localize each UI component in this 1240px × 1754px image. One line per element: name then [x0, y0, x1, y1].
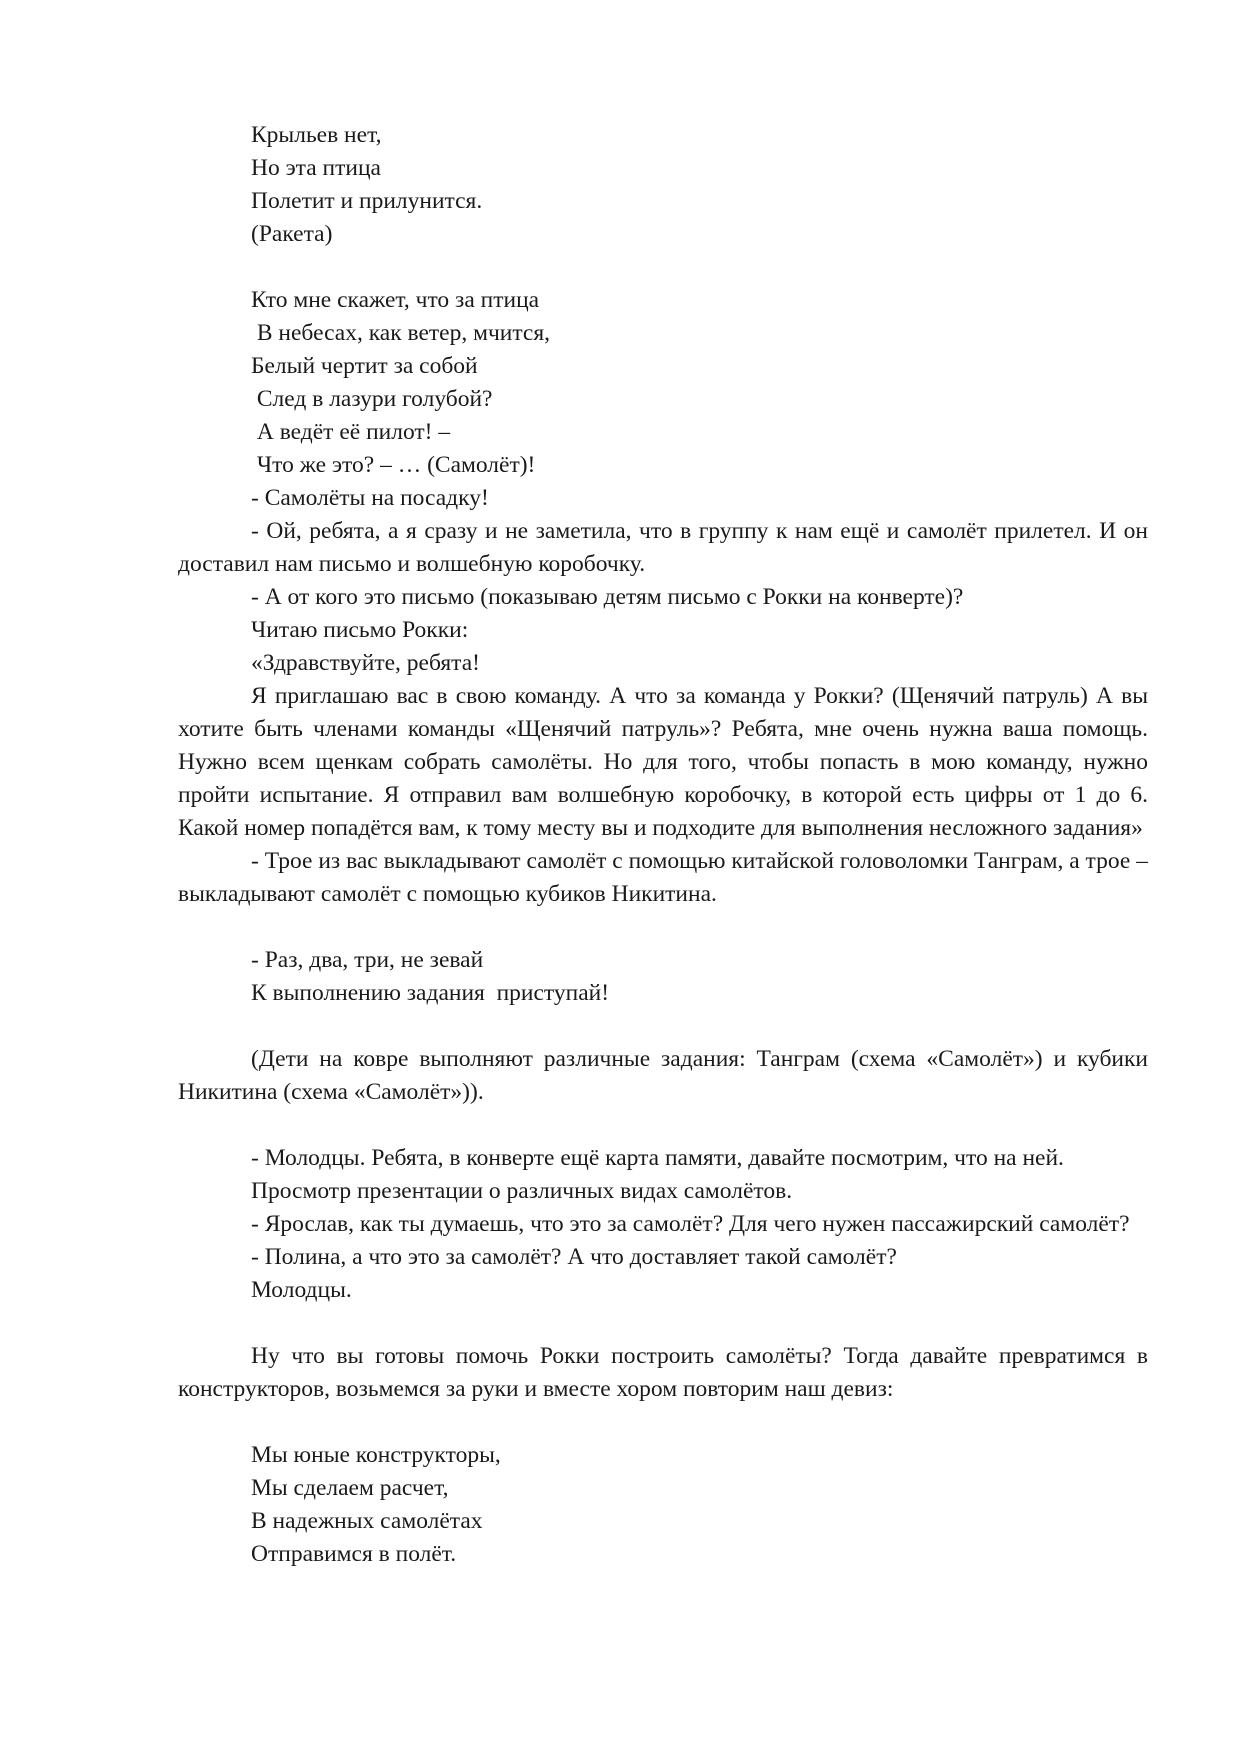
- dialog-well-done: Молодцы.: [251, 1277, 352, 1303]
- dialog-reading: Читаю письмо Рокки:: [251, 617, 469, 643]
- riddle-line: А ведёт её пилот! –: [251, 419, 451, 445]
- riddle-line: Белый чертит за собой: [251, 353, 478, 379]
- blank-line: [178, 251, 1148, 284]
- motto-line: Мы сделаем расчет,: [251, 1475, 449, 1501]
- riddle-airplane: [178, 284, 1148, 482]
- riddle-answer: Что же это? – … (Самолёт)!: [251, 452, 536, 478]
- chant: [178, 944, 1148, 1010]
- blank-line: [178, 1406, 1148, 1439]
- riddle-line: Но эта птица: [251, 155, 381, 181]
- blank-line: [178, 1307, 1148, 1340]
- riddle-line: Полетит и прилунится.: [251, 188, 483, 214]
- motto-line: В надежных самолётах: [251, 1508, 483, 1534]
- riddle-line: Крыльев нет,: [251, 122, 382, 148]
- blank-line: [178, 911, 1148, 944]
- riddle-line: Кто мне скажет, что за птица: [251, 287, 540, 313]
- motto-intro: Ну что вы готовы помочь Рокки построить самолёты? Тогда давайте превратимся в конструкторов, возьмемся за руки и вместе хором повторим наш девиз:: [178, 1343, 1148, 1402]
- dialog-yaroslav: - Ярослав, как ты думаешь, что это за самолёт? Для чего нужен пассажирский самолёт?: [251, 1211, 1130, 1237]
- motto: [178, 1439, 1148, 1571]
- motto-line: Мы юные конструкторы,: [251, 1442, 501, 1468]
- activity-note: (Дети на ковре выполняют различные задания: Танграм (схема «Самолёт») и кубики Никитина (схема «Самолёт»)).: [178, 1046, 1148, 1105]
- dialog-groups: - Трое из вас выкладывают самолёт с помощью китайской головоломки Танграм, а трое – выкладывают самолёт с помощью кубиков Никитина.: [178, 848, 1148, 907]
- dialog-polina: - Полина, а что это за самолёт? А что доставляет такой самолёт?: [251, 1244, 897, 1270]
- riddle-rocket: [178, 119, 1148, 251]
- letter-greeting: «Здравствуйте, ребята!: [251, 650, 480, 676]
- document-body: [178, 119, 1148, 1571]
- letter-body: Я приглашаю вас в свою команду. А что за команда у Рокки? (Щенячий патруль) А вы хотите быть членами команды «Щенячий патруль»? Ребята, мне очень нужна ваша помощь. Нужно всем щенкам собрать самолёты. Но для того, чтобы попасть в мою команду, нужно пройти испытание. Я отправил вам волшебную коробочку, в которой есть цифры от 1 до 6. Какой номер попадётся вам, к тому месту вы и подходите для выполнения несложного задания»: [178, 683, 1148, 841]
- riddle-line: В небесах, как ветер, мчится,: [251, 320, 551, 346]
- riddle-line: След в лазури голубой?: [251, 386, 493, 412]
- presentation-note: Просмотр презентации о различных видах самолётов.: [251, 1178, 793, 1204]
- dialog-landing: - Самолёты на посадку!: [251, 485, 489, 511]
- motto-line: Отправимся в полёт.: [251, 1541, 457, 1567]
- dialog-from-whom: - А от кого это письмо (показываю детям письмо с Рокки на конверте)?: [251, 584, 964, 610]
- blank-line: [178, 1010, 1148, 1043]
- riddle-answer: (Ракета): [251, 221, 333, 247]
- chant-line: К выполнению задания приступай!: [251, 980, 610, 1006]
- blank-line: [178, 1109, 1148, 1142]
- chant-line: - Раз, два, три, не зевай: [251, 947, 484, 973]
- dialog-memory-card: - Молодцы. Ребята, в конверте ещё карта памяти, давайте посмотрим, что на ней.: [251, 1145, 1064, 1171]
- dialog-noticed: - Ой, ребята, а я сразу и не заметила, что в группу к нам ещё и самолёт прилетел. И он доставил нам письмо и волшебную коробочку.: [178, 518, 1148, 577]
